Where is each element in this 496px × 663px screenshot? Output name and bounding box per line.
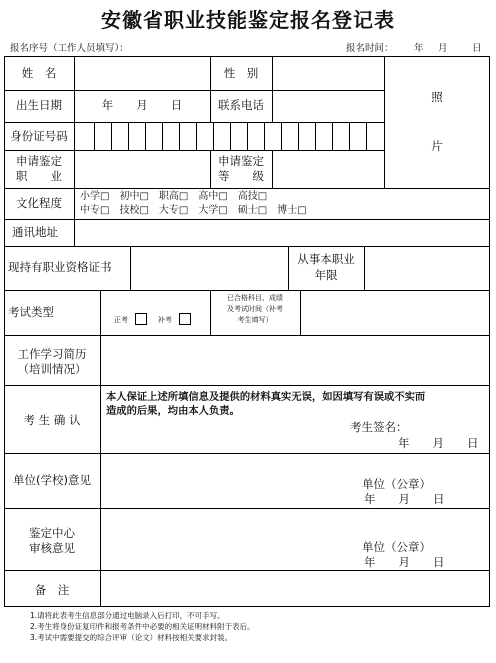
serial-label: 报名序号（工作人员填写）：: [10, 43, 129, 54]
name-label: 姓 名: [21, 66, 57, 80]
address-label: 通讯地址: [12, 225, 58, 239]
unit-stamp-label: 单位（公章）: [362, 477, 431, 491]
unit-stamp-date[interactable]: 年 月 日: [364, 492, 445, 506]
years-label-2: 年限: [314, 268, 338, 282]
center-opinion-label-2: 审核意见: [29, 541, 75, 555]
confirm-label: 考 生 确 认: [23, 413, 81, 427]
name-input[interactable]: [74, 66, 210, 81]
center-stamp-label: 单位（公章）: [362, 540, 431, 554]
phone-input[interactable]: [272, 98, 384, 113]
note-1: 1.请将此表考生信息部分通过电脑录入后打印，不可手写。: [30, 611, 225, 620]
note-3: 3.考试中需要提交的综合评审（论文）材料按相关要求封装。: [30, 633, 233, 642]
center-opinion-label-1: 鉴定中心: [29, 526, 75, 540]
address-input[interactable]: [74, 225, 490, 240]
photo-label-1: 照: [431, 90, 443, 104]
certificate-label: 现持有职业资格证书: [8, 260, 112, 274]
note-2: 2.考生将身份证复印件和报考条件中必要的相关证明材料附于表后。: [30, 622, 255, 631]
passed-subjects-label-1: 已合格科目、成绩: [227, 294, 283, 302]
time-label: 报名时间：: [346, 43, 394, 54]
time-month: 月: [438, 43, 448, 54]
passed-subjects-label-3: 考生填写）: [237, 316, 273, 324]
normal-exam-label: 正考: [114, 316, 128, 324]
resume-label-1: 工作学习简历: [17, 347, 87, 361]
photo-label-2: 片: [431, 139, 443, 153]
apply-grade-label-1: 申请鉴定: [218, 154, 264, 168]
education-options-line2[interactable]: 中专□ 技校□ 大专□ 大学□ 硕士□ 博士□: [80, 205, 307, 216]
phone-label: 联系电话: [218, 98, 264, 112]
normal-exam-checkbox[interactable]: [135, 313, 147, 325]
passed-subjects-label-2: 及考试时间（补考: [227, 305, 283, 313]
signature-label: 考生签名：: [350, 420, 408, 434]
time-day: 日: [472, 43, 482, 54]
certificate-input[interactable]: [130, 260, 288, 275]
id-input[interactable]: [74, 129, 384, 144]
pledge-text-1: 本人保证上述所填信息及提供的材料真实无误，如因填写有误或不实而: [106, 391, 426, 403]
birth-date-input[interactable]: 年 月 日: [101, 98, 183, 112]
id-label: 身份证号码: [10, 129, 68, 143]
passed-subjects-input[interactable]: [300, 305, 490, 320]
apply-job-input[interactable]: [74, 160, 210, 175]
birth-label: 出生日期: [16, 98, 62, 112]
unit-opinion-label: 单位(学校)意见: [13, 473, 91, 487]
education-options-line1[interactable]: 小学□ 初中□ 职高□ 高中□ 高技□: [80, 191, 268, 202]
years-input[interactable]: [364, 260, 490, 275]
makeup-exam-checkbox[interactable]: [179, 313, 191, 325]
apply-grade-label-2: 等 级: [218, 169, 264, 183]
makeup-exam-label: 补考: [158, 316, 172, 324]
form-title: 安徽省职业技能鉴定报名登记表: [101, 8, 395, 32]
years-label-1: 从事本职业: [297, 252, 355, 266]
apply-job-label-2: 职 业: [16, 169, 62, 183]
pledge-text-2: 造成的后果，均由本人负责。: [106, 405, 240, 417]
resume-input[interactable]: [100, 352, 490, 367]
center-stamp-date[interactable]: 年 月 日: [364, 555, 445, 569]
signature-date[interactable]: 年 月 日: [398, 436, 479, 450]
apply-grade-input[interactable]: [272, 160, 384, 175]
resume-label-2: （培训情况）: [17, 362, 87, 376]
remark-input[interactable]: [100, 583, 490, 598]
gender-label: 性 别: [223, 66, 259, 80]
apply-job-label-1: 申请鉴定: [16, 154, 62, 168]
gender-input[interactable]: [272, 66, 384, 81]
exam-type-label: 考试类型: [8, 305, 54, 319]
education-label: 文化程度: [16, 196, 62, 210]
remark-label: 备 注: [34, 583, 70, 597]
time-year: 年: [414, 43, 424, 54]
